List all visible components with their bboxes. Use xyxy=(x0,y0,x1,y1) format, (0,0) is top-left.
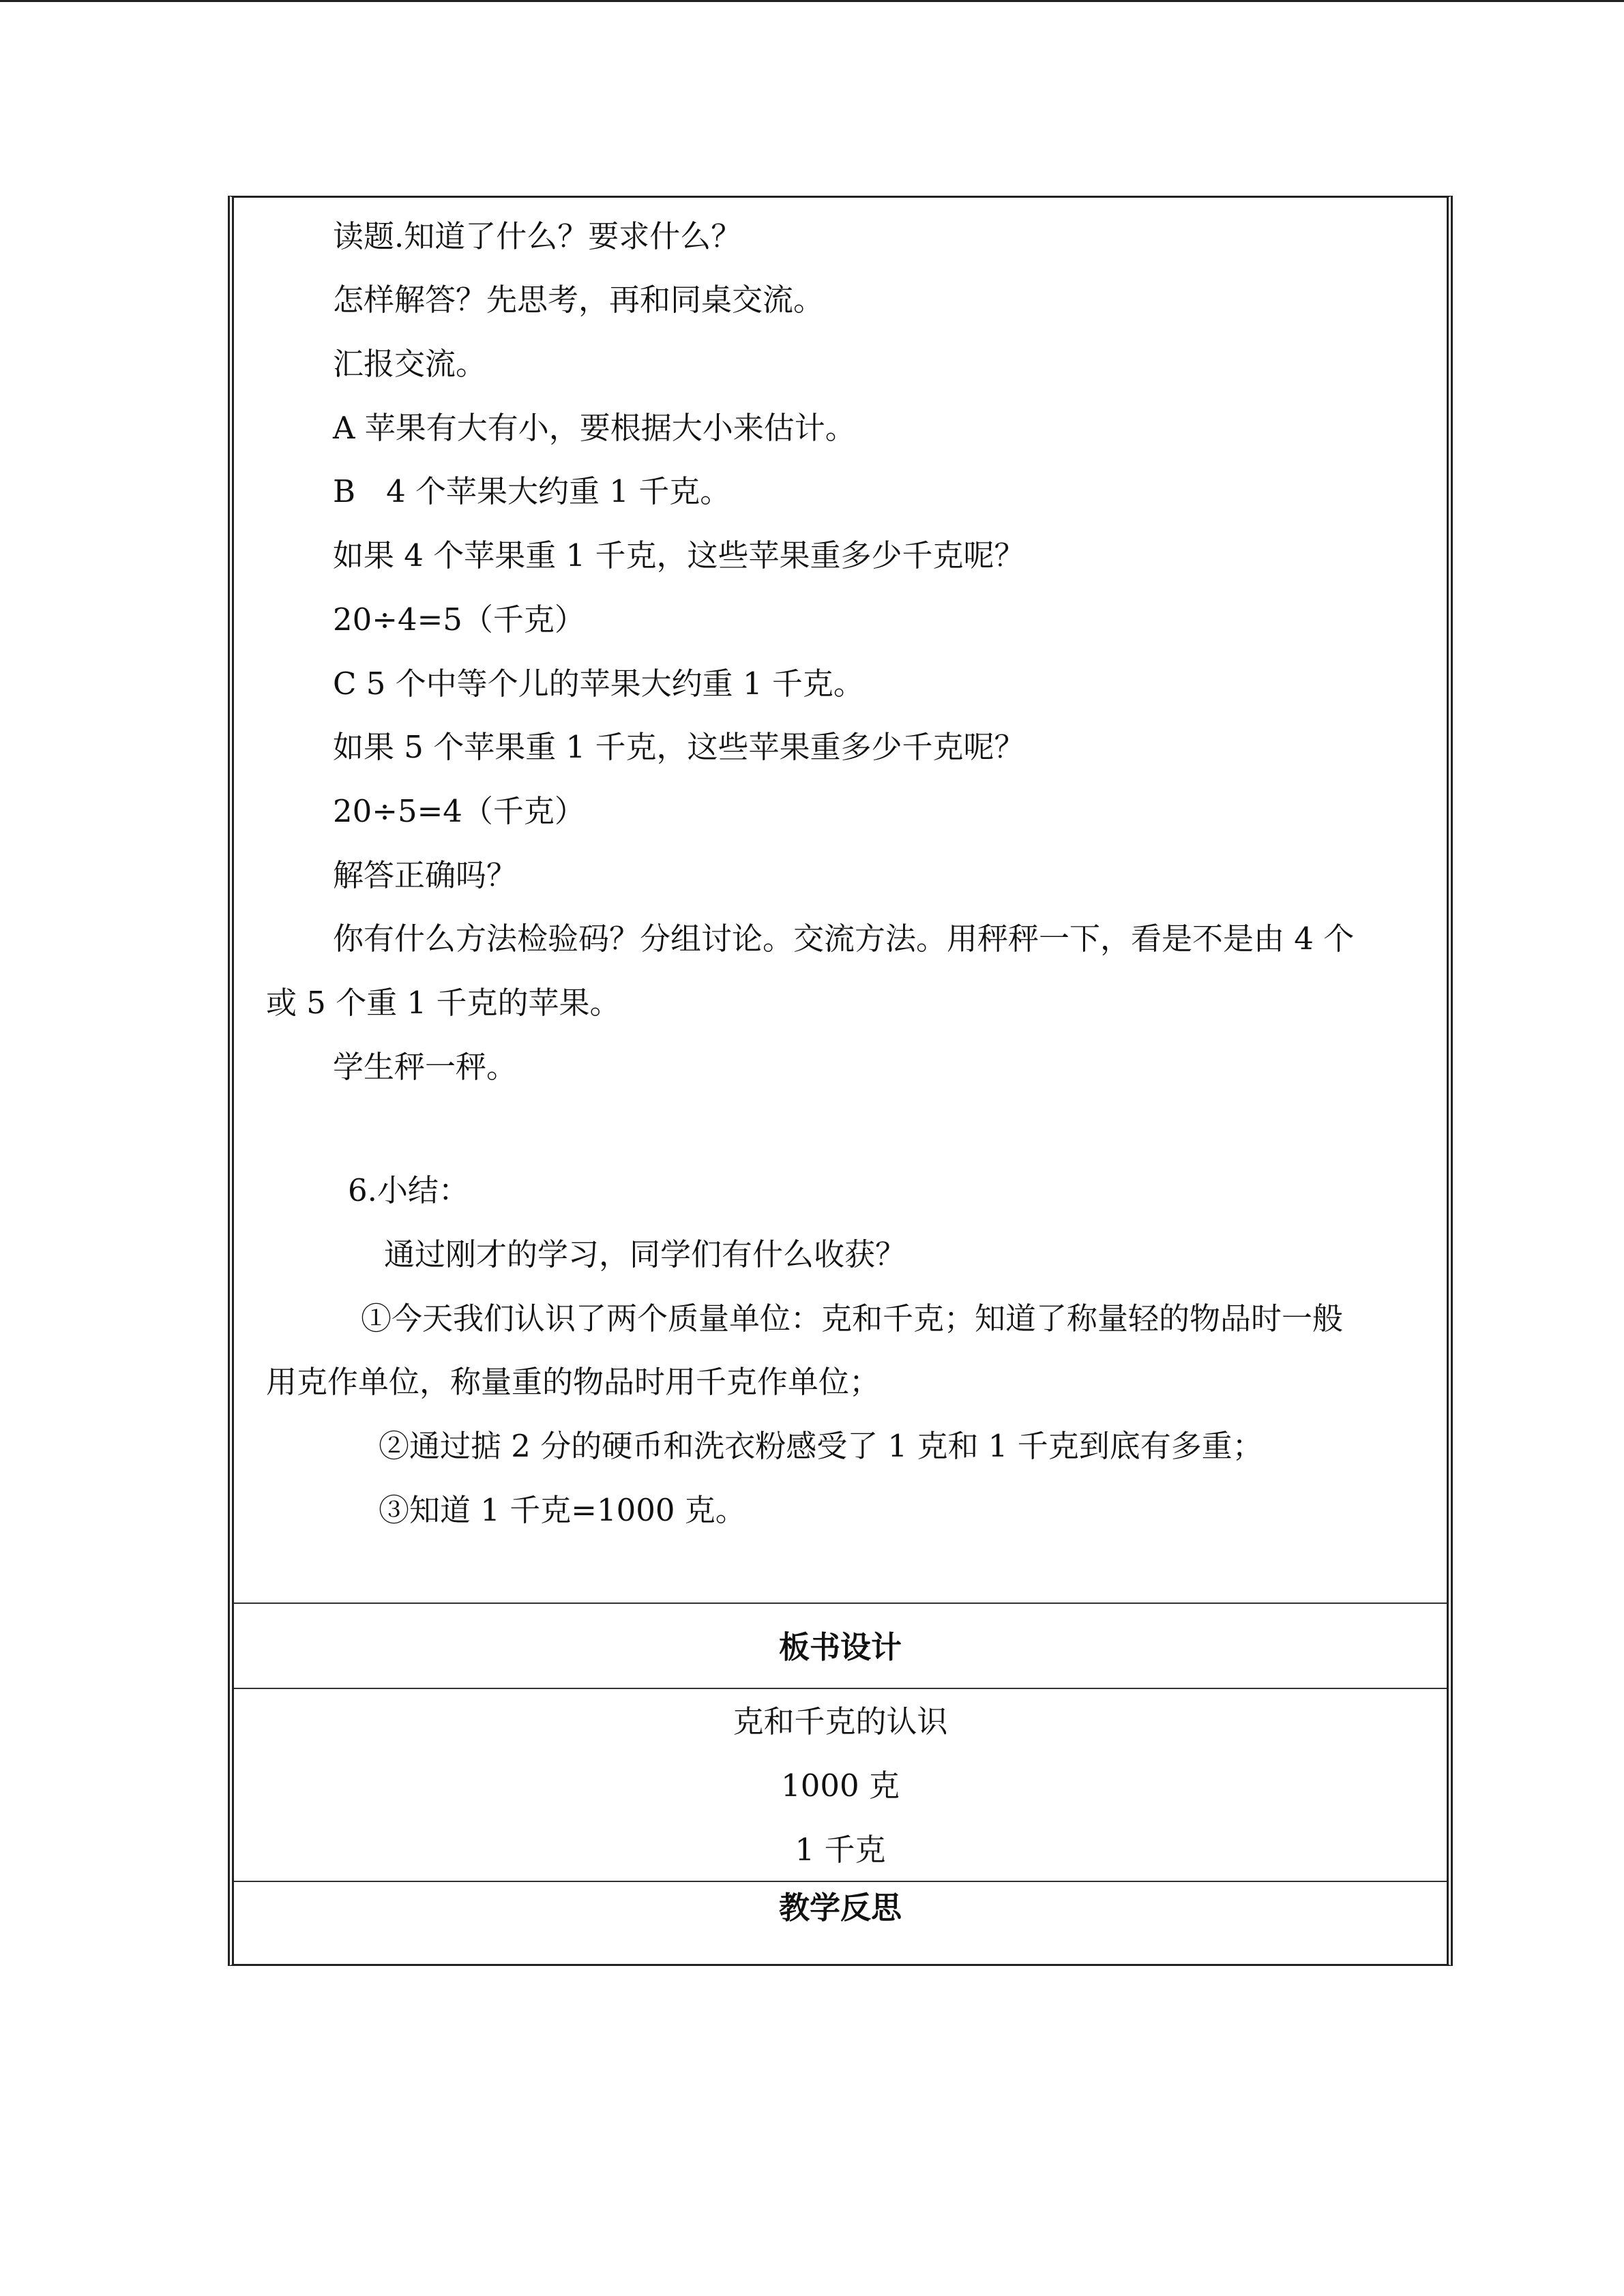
body-line: ③知道 1 千克=1000 克。 xyxy=(379,1492,746,1528)
body-line: 用克作单位，称量重的物品时用千克作单位； xyxy=(266,1364,881,1400)
board-line: 1000 克 xyxy=(781,1768,900,1804)
body-line: 通过刚才的学习，同学们有什么收获？ xyxy=(384,1236,906,1272)
row-divider xyxy=(234,1688,1447,1689)
body-line: 你有什么方法检验码？分组讨论。交流方法。用秤秤一下，看是不是由 4 个 xyxy=(333,921,1355,957)
body-line: 汇报交流。 xyxy=(333,346,487,382)
reflection-heading: 教学反思 xyxy=(778,1890,902,1926)
body-line: 读题.知道了什么？要求什么？ xyxy=(333,218,742,254)
body-line: 或 5 个重 1 千克的苹果。 xyxy=(266,985,621,1021)
board-title: 克和千克的认识 xyxy=(733,1703,948,1740)
body-line: ①今天我们认识了两个质量单位：克和千克；知道了称量轻的物品时一般 xyxy=(361,1300,1344,1337)
body-line: C 5 个中等个儿的苹果大约重 1 千克。 xyxy=(333,666,864,702)
summary-heading: 6.小结： xyxy=(348,1172,469,1208)
lesson-content-cell xyxy=(234,198,1447,1602)
body-line: 如果 5 个苹果重 1 千克，这些苹果重多少千克呢？ xyxy=(333,729,1025,765)
body-line: 20÷4=5（千克） xyxy=(333,601,585,638)
lesson-plan-table xyxy=(228,196,1453,1966)
body-line: 20÷5=4（千克） xyxy=(333,793,585,829)
body-line: 学生秤一秤。 xyxy=(333,1049,518,1085)
row-divider xyxy=(234,1881,1447,1882)
body-line: ②通过掂 2 分的硬币和洗衣粉感受了 1 克和 1 千克到底有多重； xyxy=(379,1428,1263,1464)
row-divider xyxy=(234,1602,1447,1604)
body-line: 如果 4 个苹果重 1 千克，这些苹果重多少千克呢？ xyxy=(333,537,1025,573)
body-line: 怎样解答？先思考，再和同桌交流。 xyxy=(333,282,825,318)
board-design-heading: 板书设计 xyxy=(778,1629,902,1665)
board-line: 1 千克 xyxy=(795,1832,886,1868)
body-line: 解答正确吗？ xyxy=(333,857,518,893)
body-line: B 4 个苹果大约重 1 千克。 xyxy=(333,473,731,509)
page-top-rule xyxy=(0,0,1624,2)
body-line: A 苹果有大有小，要根据大小来估计。 xyxy=(333,410,856,446)
